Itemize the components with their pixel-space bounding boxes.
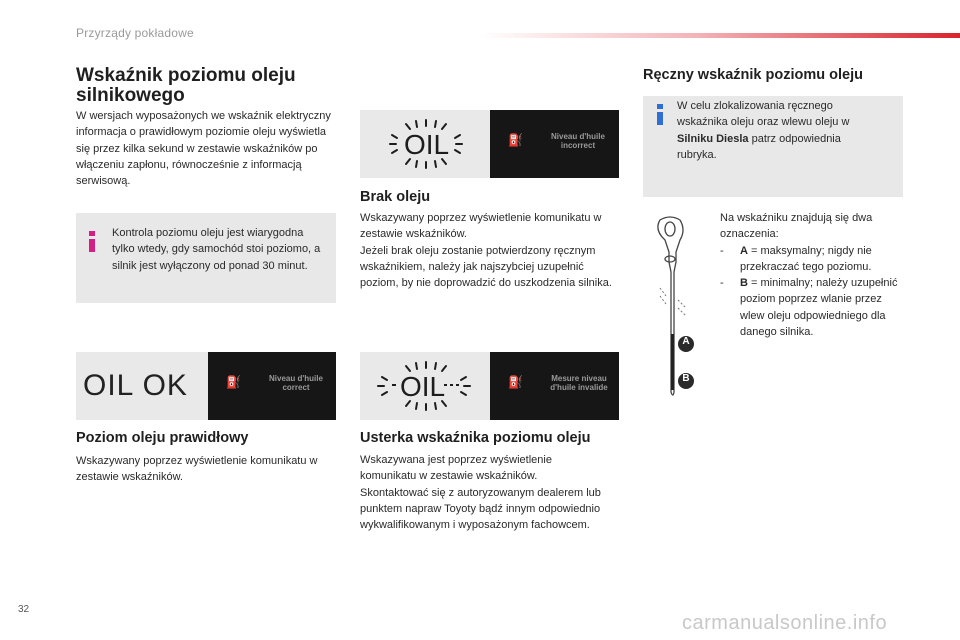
mark-b-text: = minimalny; należy uzupełnić poziom poprzez wlanie przez wlew oleju odpowiedniego dla danego silnika. bbox=[740, 277, 898, 339]
oil-low-message: Niveau d'huile incorrect bbox=[551, 132, 605, 150]
fault-heading: Usterka wskaźnika poziomu oleju bbox=[360, 430, 591, 446]
oil-fault-message: Mesure niveau d'huile invalide bbox=[550, 374, 608, 392]
fault-text-block bbox=[360, 452, 610, 533]
main-title-line2: silnikowego bbox=[76, 85, 185, 106]
low-heading: Brak oleju bbox=[360, 189, 431, 205]
oil-can-icon: ⛽ bbox=[508, 375, 523, 389]
main-title bbox=[76, 66, 346, 106]
dipstick-intro: Na wskaźniku znajdują się dwa oznaczenia: bbox=[720, 212, 873, 241]
info-box-check bbox=[76, 213, 336, 303]
oil-can-icon: ⛽ bbox=[226, 375, 241, 389]
watermark: carmanualsonline.info bbox=[682, 612, 888, 634]
mark-a-text: = maksymalny; nigdy nie przekraczać tego poziomu. bbox=[740, 244, 872, 273]
info-box-diesel bbox=[643, 96, 903, 197]
oil-low-symbol: OIL bbox=[404, 129, 450, 160]
info-diesel-pre: W celu zlokalizowania ręcznego wskaźnika oleju oraz wlewu oleju w bbox=[677, 100, 850, 129]
display-low-message bbox=[490, 110, 619, 178]
info-icon bbox=[657, 104, 663, 125]
section-title: Przyrządy pokładowe bbox=[76, 26, 194, 40]
mark-b-letter: B bbox=[740, 277, 748, 290]
list-item-mark-b bbox=[720, 275, 898, 340]
oil-can-icon: ⛽ bbox=[508, 133, 523, 147]
low-text-block bbox=[360, 210, 624, 291]
dipstick-marks-list bbox=[720, 243, 898, 341]
display-fault-symbol bbox=[360, 352, 490, 420]
dipstick-text-block bbox=[720, 210, 898, 340]
intro-text: W wersjach wyposażonych we wskaźnik elektryczny informacja o prawidłowym poziomie oleju wyświetla się przez kilka sekund w zestawie wskaźników po włączeniu zapłonu, równocześnie z informacją serwisową. bbox=[76, 110, 331, 188]
display-low-symbol bbox=[360, 110, 490, 178]
ok-heading: Poziom oleju prawidłowy bbox=[76, 430, 249, 446]
main-title-line1: Wskaźnik poziomu oleju bbox=[76, 65, 296, 86]
display-oil-ok-message bbox=[208, 352, 336, 420]
page-number: 32 bbox=[18, 604, 30, 615]
oil-ok-symbol: OIL OK bbox=[83, 369, 188, 402]
info-icon bbox=[89, 231, 95, 252]
mark-b-label: B bbox=[682, 373, 690, 384]
display-oil-ok-symbol bbox=[76, 352, 208, 420]
low-text: Wskazywany poprzez wyświetlenie komunikatu w zestawie wskaźników. bbox=[360, 212, 602, 241]
oil-ok-message: Niveau d'huile correct bbox=[269, 374, 323, 392]
fault-text-2: Skontaktować się z autoryzowanym dealerem lub punktem napraw Toyoty bądź innym odpowiednio wykwalifikowanym i wyposażonym fachowcem. bbox=[360, 486, 601, 532]
fault-text: Wskazywana jest poprzez wyświetlenie komunikatu w zestawie wskaźników. bbox=[360, 454, 552, 483]
mark-a-letter: A bbox=[740, 244, 748, 257]
list-item-mark-a bbox=[720, 243, 898, 276]
oil-fault-symbol-text: OIL bbox=[400, 371, 446, 402]
ok-text: Wskazywany poprzez wyświetlenie komunikatu w zestawie wskaźników. bbox=[76, 455, 318, 484]
low-text-2: Jeżeli brak oleju zostanie potwierdzony ręcznym wskaźnikiem, należy jak najszybciej uzupełnić poziom, by nie doprowadzić do uszkodzenia silnika. bbox=[360, 244, 612, 290]
info-diesel-text bbox=[677, 98, 882, 163]
info-diesel-bold: Silniku Diesla bbox=[677, 132, 749, 145]
info-check-text: Kontrola poziomu oleju jest wiarygodna tylko wtedy, gdy samochód stoi poziomo, a silnik jest wyłączony od ponad 30 minut. bbox=[112, 227, 321, 272]
dipstick-illustration bbox=[640, 212, 710, 402]
display-fault-message bbox=[490, 352, 619, 420]
dipstick-heading: Ręczny wskaźnik poziomu oleju bbox=[643, 67, 863, 83]
header-accent-bar bbox=[480, 33, 960, 38]
mark-a-label: A bbox=[682, 336, 690, 347]
info-diesel-post: patrz odpowiednia rubryka. bbox=[677, 132, 841, 161]
